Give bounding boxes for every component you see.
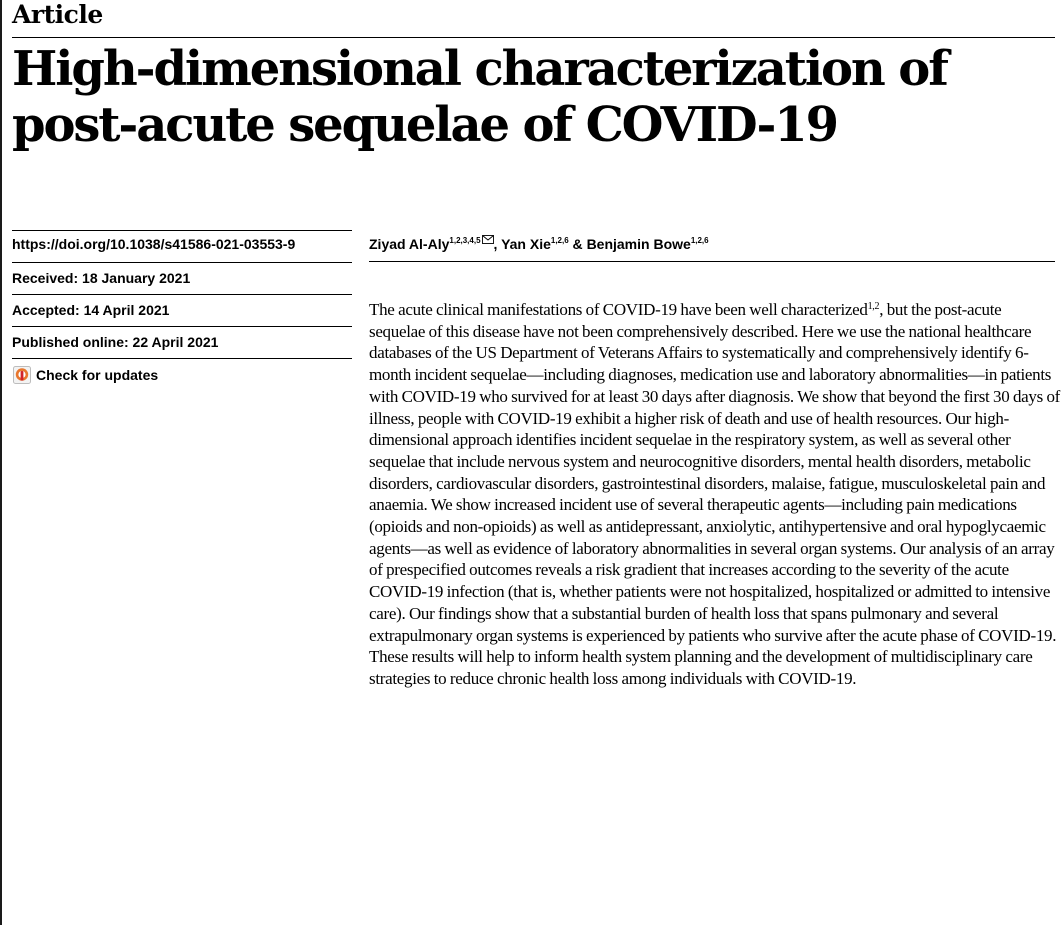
author-name[interactable]: Yan Xie — [501, 236, 551, 252]
meta-divider — [12, 230, 352, 231]
check-for-updates-label: Check for updates — [36, 367, 159, 383]
article-title: High-dimensional characterization of post-acute sequelae of COVID-19 — [12, 41, 947, 153]
author-affiliations: 1,2,3,4,5 — [449, 236, 481, 245]
author-name[interactable]: Benjamin Bowe — [586, 236, 691, 252]
author-list — [369, 235, 709, 253]
received-date: Received: 18 January 2021 — [12, 270, 191, 286]
meta-divider — [12, 358, 352, 359]
author-separator: & — [568, 236, 587, 252]
crossmark-badge-icon — [13, 366, 31, 384]
doi-link[interactable]: https://doi.org/10.1038/s41586-021-03553-9 — [12, 236, 296, 252]
authors-divider — [369, 261, 1055, 262]
page-left-rule — [0, 0, 2, 925]
meta-divider — [12, 294, 352, 295]
author-name[interactable]: Ziyad Al-Aly — [369, 236, 450, 252]
meta-divider — [12, 262, 352, 263]
abstract — [369, 299, 1061, 690]
author-separator: , — [493, 236, 502, 252]
header-divider — [12, 37, 1055, 38]
envelope-icon[interactable] — [482, 235, 494, 244]
accepted-date: Accepted: 14 April 2021 — [12, 302, 170, 318]
published-date: Published online: 22 April 2021 — [12, 334, 219, 350]
abstract-text: The acute clinical manifestations of COVID-19 have been well characterized — [369, 300, 868, 319]
check-for-updates-button[interactable] — [13, 366, 158, 384]
meta-divider — [12, 326, 352, 327]
article-type-label: Article — [12, 0, 103, 29]
abstract-text: , but the post-acute sequelae of this disease have not been comprehensively described. Here we use the national healthcare databases of the US Department of Veterans Affairs to systematically and comprehensively identify 6-month incident sequelae—including diagnoses, medication use and laboratory abnormalities—in patients with COVID-19 who survived for at least 30 days after diagnosis. We show that beyond the first 30 days of illness, people with COVID-19 exhibit a higher risk of death and use of health resources. Our high-dimensional approach identifies incident sequelae in the respiratory system, as well as several other sequelae that include nervous system and neurocognitive disorders, mental health disorders, metabolic disorders, cardiovascular disorders, gastrointestinal disorders, malaise, fatigue, musculoskeletal pain and anaemia. We show increased incident use of several therapeutic agents—including pain medications (opioids and non-opioids) as well as antidepressant, anxiolytic, antihypertensive and oral hypoglycaemic agents—as well as evidence of laboratory abnormalities in several organ systems. Our analysis of an array of prespecified outcomes reveals a risk gradient that increases according to the severity of the acute COVID-19 infection (that is, whether patients were not hospitalized, hospitalized or admitted to intensive care). Our findings show that a substantial burden of health loss that spans pulmonary and several extrapulmonary organ systems is experienced by patients who survive after the acute phase of COVID-19. These results will help to inform health system planning and the development of multidisciplinary care strategies to reduce chronic health loss among individuals with COVID-19. — [369, 300, 1061, 688]
author-affiliations: 1,2,6 — [690, 236, 709, 245]
author-affiliations: 1,2,6 — [550, 236, 569, 245]
reference-citation[interactable]: 1,2 — [867, 301, 880, 312]
